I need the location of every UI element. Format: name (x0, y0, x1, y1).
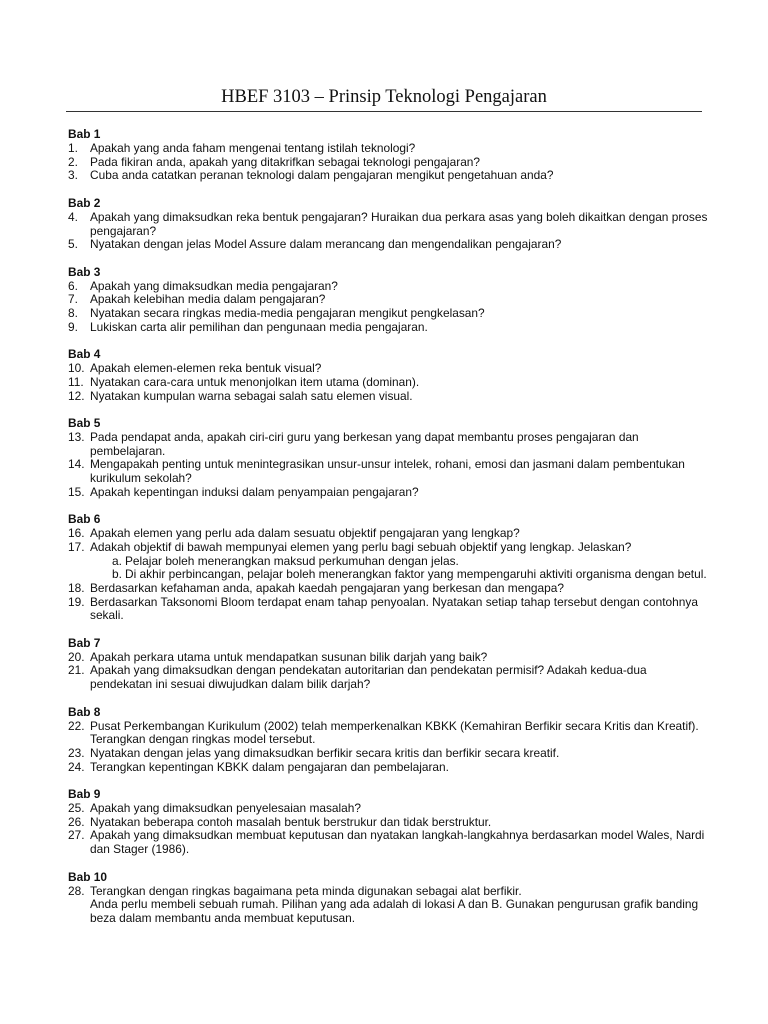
question-number: 28. (68, 883, 85, 898)
question-item (68, 802, 708, 816)
question-number: 22. (68, 718, 85, 733)
chapter-heading: Bab 3 (68, 264, 101, 279)
chapter-section (68, 197, 708, 252)
question-item (68, 390, 708, 404)
sub-item-text: Pelajar boleh menerangkan maksud perkumuhan dengan jelas. (125, 553, 459, 568)
question-text: Lukiskan carta alir pemilihan dan pengunaan media pengajaran. (90, 319, 428, 334)
question-text: Nyatakan dengan jelas yang dimaksudkan berfikir secara kritis dan berfikir secara kreatif. (90, 745, 560, 760)
question-number: 23. (68, 745, 85, 760)
question-number: 18. (68, 580, 85, 595)
sub-item (68, 555, 708, 569)
question-number: 3. (68, 168, 78, 183)
chapter-section (68, 871, 708, 926)
question-item (68, 596, 708, 623)
chapter-heading: Bab 8 (68, 704, 101, 719)
chapter-heading: Bab 10 (68, 869, 107, 884)
question-item (68, 885, 708, 899)
question-item (68, 458, 708, 485)
question-text: Apakah kepentingan induksi dalam penyampaian pengajaran? (90, 484, 419, 499)
question-item (68, 307, 708, 321)
question-text: Nyatakan secara ringkas media-media pengajaran mengikut pengkelasan? (90, 306, 485, 320)
question-text: Apakah yang dimaksudkan penyelesaian masalah? (90, 801, 362, 815)
sub-item-text: Di akhir perbincangan, pelajar boleh menerangkan faktor yang mempengaruhi aktiviti organisma dengan betul. (125, 567, 707, 582)
question-text: Terangkan dengan ringkas bagaimana peta minda digunakan sebagai alat berfikir. (90, 883, 522, 898)
question-text: Apakah perkara utama untuk mendapatkan susunan bilik darjah yang baik? (90, 649, 488, 664)
question-text: Nyatakan beberapa contoh masalah bentuk berstrukur dan tidak berstruktur. (90, 814, 492, 829)
question-text: Apakah elemen-elemen reka bentuk visual? (90, 361, 322, 376)
question-text: Adakah objektif di bawah mempunyai elemen yang perlu bagi sebuah objektif yang lengkap. Jelaskan? (90, 539, 632, 554)
chapter-section (68, 637, 708, 692)
question-number: 7. (68, 292, 78, 307)
question-number: 1. (68, 141, 78, 155)
chapter-section (68, 348, 708, 403)
question-item (68, 651, 708, 665)
chapter-section (68, 128, 708, 183)
question-number: 12. (68, 388, 85, 403)
chapter-heading: Bab 4 (68, 347, 101, 362)
sub-item-label: a. (112, 553, 122, 568)
question-text: Nyatakan kumpulan warna sebagai salah satu elemen visual. (90, 388, 413, 403)
question-number: 26. (68, 814, 85, 829)
chapter-section (68, 266, 708, 335)
question-item (68, 747, 708, 761)
question-text: Pusat Perkembangan Kurikulum (2002) telah memperkenalkan KBKK (Kemahiran Berfikir secara Kritis dan Kreatif). Terangkan dengan ringkas model tersebut. (90, 718, 699, 747)
question-number: 20. (68, 649, 85, 664)
question-continuation: Anda perlu membeli sebuah rumah. Pilihan yang ada adalah di lokasi A dan B. Gunakan pengurusan grafik banding beza dalam membantu anda membuat keputusan. (90, 897, 699, 925)
question-item (68, 376, 708, 390)
question-number: 10. (68, 361, 85, 376)
question-number: 14. (68, 457, 85, 472)
question-item (68, 527, 708, 541)
question-number: 4. (68, 209, 78, 224)
question-item (68, 293, 708, 307)
question-number: 6. (68, 278, 78, 293)
question-text: Apakah yang dimaksudkan media pengajaran? (90, 278, 338, 293)
sub-item-label: b. (112, 567, 122, 582)
page-title: HBEF 3103 – Prinsip Teknologi Pengajaran (221, 87, 547, 107)
question-item (68, 169, 708, 183)
question-item (68, 321, 708, 335)
question-item (68, 761, 708, 775)
question-item (68, 211, 708, 238)
question-text: Berdasarkan Taksonomi Bloom terdapat enam tahap penyoalan. Nyatakan setiap tahap tersebut dengan contohnya sekali. (90, 594, 698, 623)
question-text: Apakah yang anda faham mengenai tentang istilah teknologi? (90, 141, 416, 155)
question-number: 21. (68, 663, 85, 678)
question-item (68, 720, 708, 747)
chapter-section (68, 706, 708, 775)
question-text: Mengapakah penting untuk menintegrasikan unsur-unsur intelek, rohani, emosi dan jasmani dalam pembentukan kurikulum sekolah? (90, 457, 685, 485)
chapter-section (68, 513, 708, 623)
question-text: Pada fikiran anda, apakah yang ditakrifkan sebagai teknologi pengajaran? (90, 154, 481, 169)
question-text: Apakah yang dimaksudkan membuat keputusan dan nyatakan langkah-langkahnya berdasarkan model Wales, Nardi dan Stager (1986). (90, 828, 705, 857)
question-item (68, 582, 708, 596)
question-item (68, 362, 708, 376)
question-number: 17. (68, 539, 85, 554)
chapter-heading: Bab 1 (68, 127, 101, 141)
question-list (68, 128, 708, 939)
question-number: 16. (68, 526, 85, 541)
question-item (68, 829, 708, 856)
question-number: 2. (68, 154, 78, 169)
question-number: 19. (68, 594, 85, 609)
chapter-heading: Bab 9 (68, 787, 101, 801)
chapter-heading: Bab 2 (68, 195, 101, 210)
question-item (68, 431, 708, 458)
chapter-heading: Bab 7 (68, 635, 101, 650)
question-number: 15. (68, 484, 85, 499)
question-number: 25. (68, 801, 85, 815)
chapter-section (68, 788, 708, 857)
chapter-section (68, 417, 708, 500)
question-text: Apakah elemen yang perlu ada dalam sesuatu objektif pengajaran yang lengkap? (90, 526, 520, 541)
question-number: 13. (68, 429, 85, 444)
chapter-heading: Bab 6 (68, 512, 101, 527)
question-item (68, 142, 708, 156)
question-text: Berdasarkan kefahaman anda, apakah kaedah pengajaran yang berkesan dan mengapa? (90, 580, 564, 595)
question-number: 27. (68, 828, 85, 843)
question-item (68, 664, 708, 691)
question-text: Apakah kelebihan media dalam pengajaran? (90, 292, 326, 307)
question-number: 9. (68, 319, 78, 334)
question-number: 11. (68, 374, 84, 389)
question-item (68, 280, 708, 294)
question-item (68, 486, 708, 500)
sub-item (68, 568, 708, 582)
question-item (68, 541, 708, 555)
question-text: Nyatakan cara-cara untuk menonjolkan item utama (dominan). (90, 374, 420, 389)
question-number: 24. (68, 759, 85, 774)
question-item (68, 156, 708, 170)
question-item (68, 238, 708, 252)
question-text: Cuba anda catatkan peranan teknologi dalam pengajaran mengikut pengetahuan anda? (90, 168, 554, 183)
question-text: Terangkan kepentingan KBKK dalam pengajaran dan pembelajaran. (90, 759, 449, 774)
question-number: 8. (68, 306, 78, 320)
title-underline (66, 111, 702, 112)
question-number: 5. (68, 237, 78, 252)
question-text: Apakah yang dimaksudkan reka bentuk pengajaran? Huraikan dua perkara asas yang boleh dikaitkan dengan proses pengajaran? (90, 209, 708, 238)
question-text: Nyatakan dengan jelas Model Assure dalam merancang dan mengendalikan pengajaran? (90, 237, 562, 252)
question-text: Apakah yang dimaksudkan dengan pendekatan autoritarian dan pendekatan permisif? Adakah kedua-dua pendekatan ini sesuai diwujudkan dalam bilik darjah? (90, 663, 647, 692)
question-text: Pada pendapat anda, apakah ciri-ciri guru yang berkesan yang dapat membantu proses pengajaran dan pembelajaran. (90, 429, 639, 458)
chapter-heading: Bab 5 (68, 415, 101, 430)
question-item (68, 816, 708, 830)
